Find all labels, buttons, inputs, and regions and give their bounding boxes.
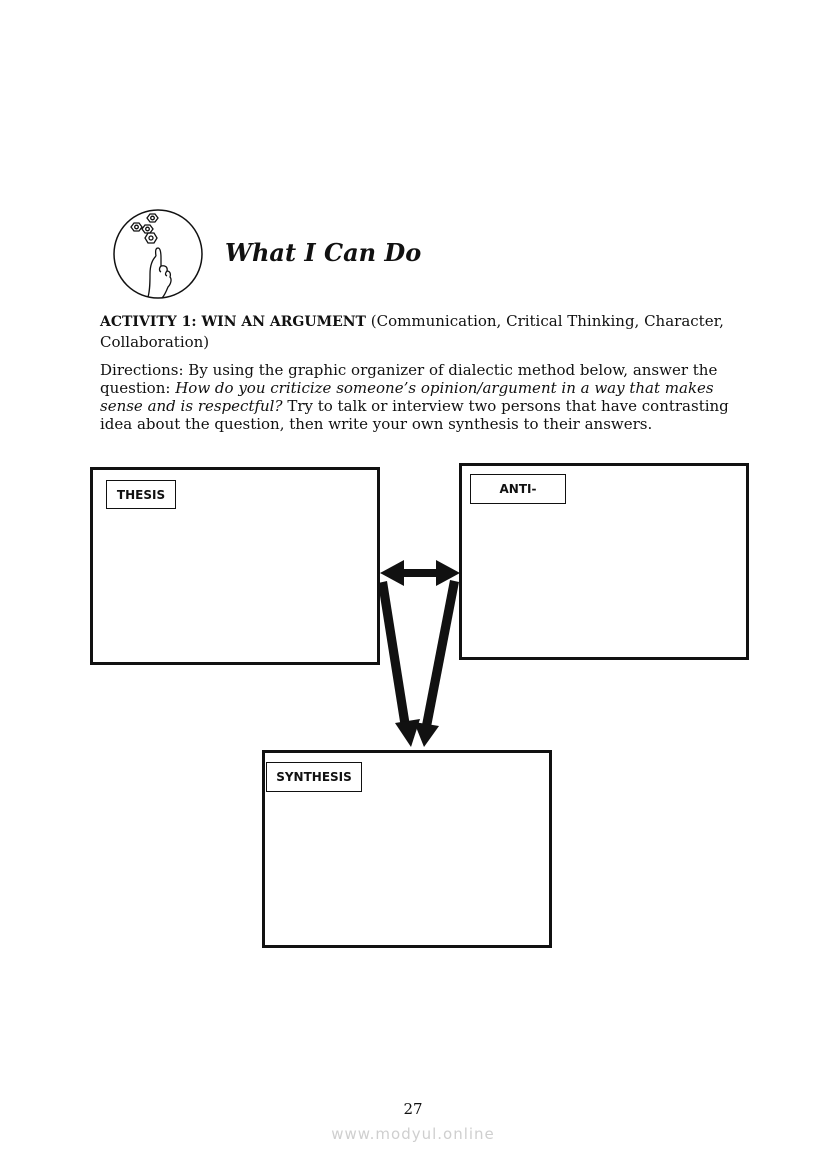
activity-title: ACTIVITY 1: WIN AN ARGUMENT xyxy=(100,314,366,330)
section-title: What I Can Do xyxy=(225,238,422,267)
thesis-box[interactable] xyxy=(90,467,380,665)
hand-with-gears-icon xyxy=(112,208,204,300)
directions-rest: Try to talk or interview two persons that have contrasting idea about the question, then write your own synthesis to their answers. xyxy=(100,397,729,433)
arrow-thesis-to-synthesis xyxy=(378,581,420,747)
antithesis-box[interactable] xyxy=(459,463,749,660)
directions-lead: Directions: By using the graphic organizer of dialectic method below, answer the question: xyxy=(100,361,718,397)
double-arrow-thesis-anti xyxy=(380,560,460,586)
directions-paragraph xyxy=(100,361,740,433)
activity-heading xyxy=(100,311,730,352)
arrow-anti-to-synthesis xyxy=(414,580,459,747)
synthesis-box[interactable] xyxy=(262,750,552,948)
synthesis-label: SYNTHESIS xyxy=(266,762,362,792)
watermark: www.modyul.online xyxy=(331,1125,495,1143)
antithesis-label: ANTI- xyxy=(470,474,566,504)
thesis-label: THESIS xyxy=(106,480,176,509)
activity-skills: (Communication, Critical Thinking, Character, Collaboration) xyxy=(100,312,724,351)
directions-question: How do you criticize someone’s opinion/argument in a way that makes sense and is respectful? xyxy=(100,379,714,415)
page-number: 27 xyxy=(403,1100,423,1118)
